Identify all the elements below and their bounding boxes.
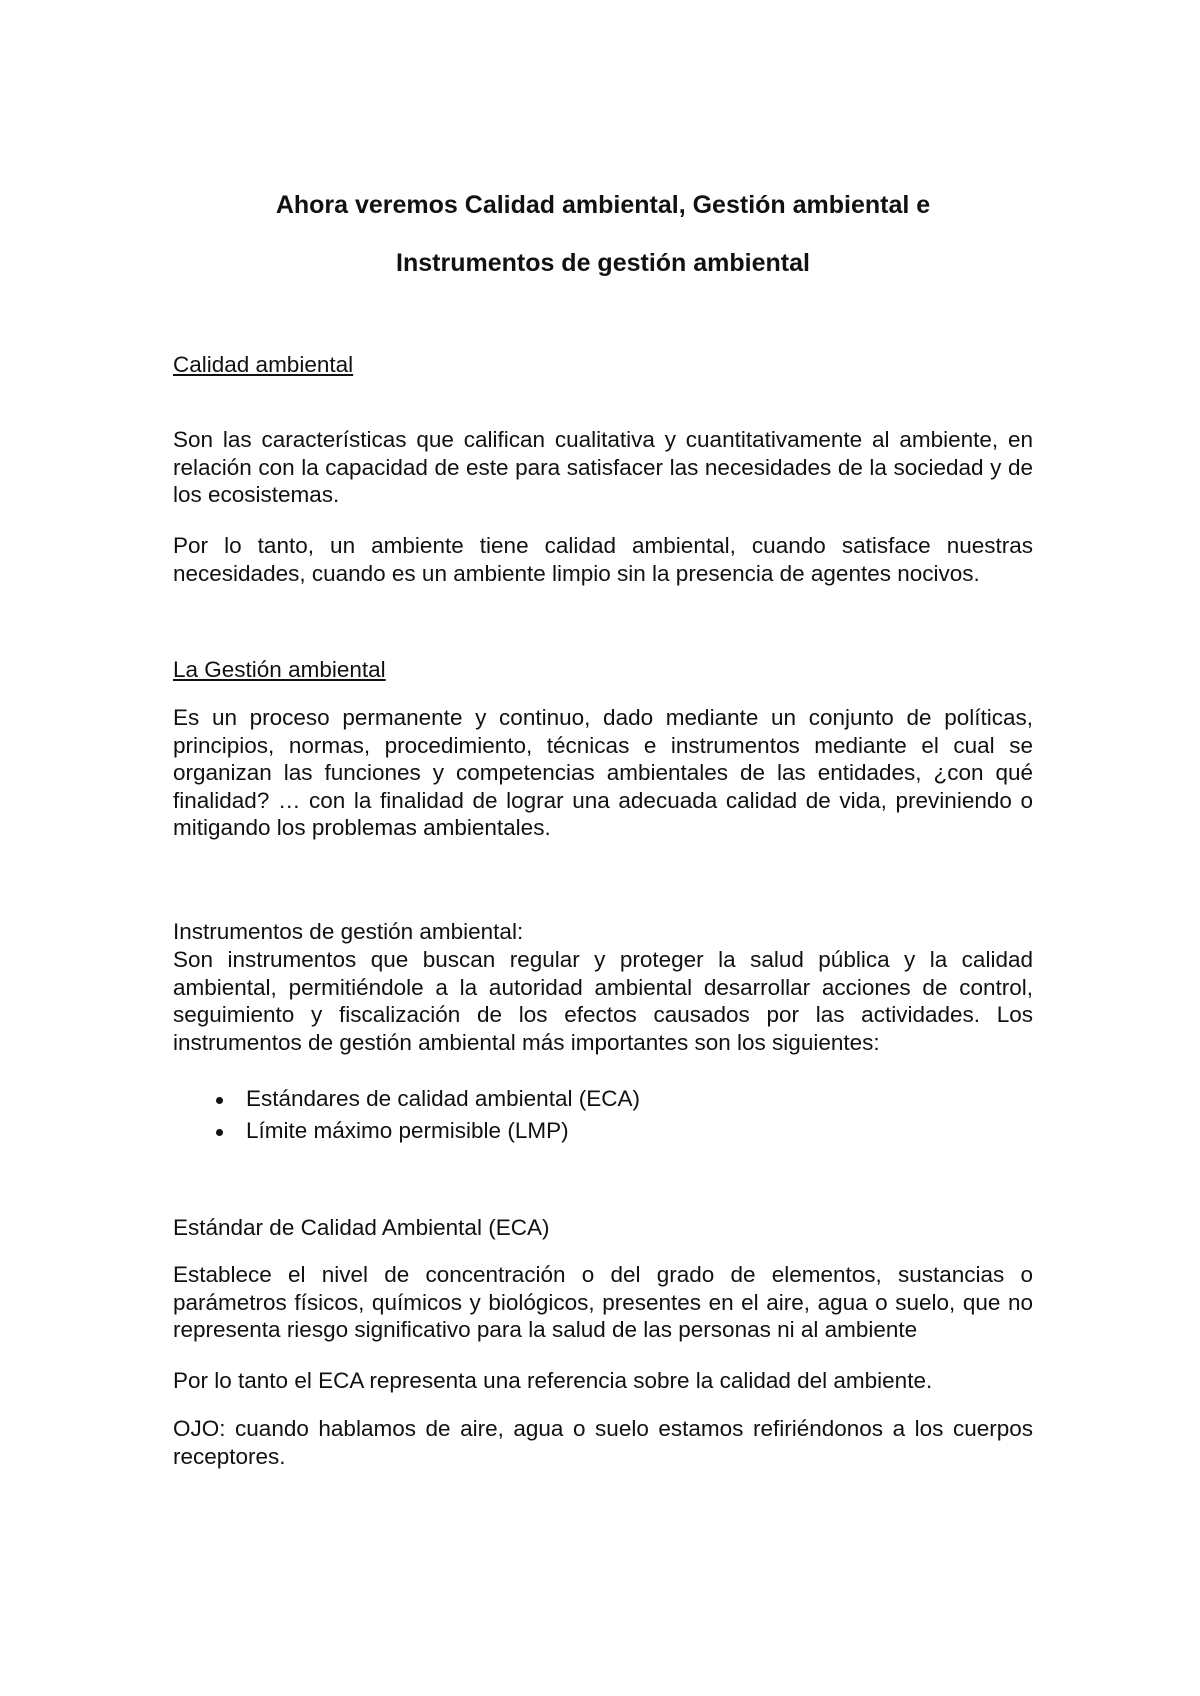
bullet-icon — [216, 1129, 223, 1136]
eca-paragraph-3: OJO: cuando hablamos de aire, agua o suelo estamos refiriéndonos a los cuerpos receptores. — [173, 1416, 1033, 1469]
list-item — [173, 1085, 1033, 1117]
instrumentos-paragraph-1: Son instrumentos que buscan regular y proteger la salud pública y la calidad ambiental, permitiéndole a la autoridad ambiental desarrollar acciones de control, seguimiento y fiscalización de los efectos causados por las actividades. Los instrumentos de gestión ambiental más importantes son los siguientes: — [173, 947, 1033, 1055]
calidad-paragraph-2: Por lo tanto, un ambiente tiene calidad ambiental, cuando satisface nuestras necesidades, cuando es un ambiente limpio sin la presencia de agentes nocivos. — [173, 533, 1033, 586]
section-heading-gestion-ambiental: La Gestión ambiental — [173, 657, 386, 682]
list-item — [173, 1117, 1033, 1149]
section-heading-eca: Estándar de Calidad Ambiental (ECA) — [173, 1215, 550, 1240]
list-item-label: Límite máximo permisible (LMP) — [246, 1118, 569, 1143]
document-title-line-2: Instrumentos de gestión ambiental — [396, 249, 810, 277]
document-title-line-1: Ahora veremos Calidad ambiental, Gestión ambiental e — [275, 191, 931, 219]
eca-paragraph-1: Establece el nivel de concentración o del grado de elementos, sustancias o parámetros físicos, químicos y biológicos, presentes en el aire, agua o suelo, que no representa riesgo significativo para la salud de las personas ni al ambiente — [173, 1262, 1033, 1342]
eca-paragraph-2: Por lo tanto el ECA representa una referencia sobre la calidad del ambiente. — [173, 1368, 933, 1393]
bullet-icon — [216, 1097, 223, 1104]
section-heading-instrumentos: Instrumentos de gestión ambiental: — [173, 919, 524, 944]
instrumentos-list — [173, 1085, 1033, 1149]
calidad-paragraph-1: Son las características que califican cualitativa y cuantitativamente al ambiente, en relación con la capacidad de este para satisfacer las necesidades de la sociedad y de los ecosistemas. — [173, 427, 1033, 507]
section-heading-calidad-ambiental: Calidad ambiental — [173, 352, 354, 377]
gestion-paragraph-1: Es un proceso permanente y continuo, dado mediante un conjunto de políticas, principios, normas, procedimiento, técnicas e instrumentos mediante el cual se organizan las funciones y competencias ambientales de las entidades, ¿con qué finalidad? … con la finalidad de lograr una adecuada calidad de vida, previniendo o mitigando los problemas ambientales. — [173, 705, 1033, 840]
list-item-label: Estándares de calidad ambiental (ECA) — [246, 1086, 640, 1111]
